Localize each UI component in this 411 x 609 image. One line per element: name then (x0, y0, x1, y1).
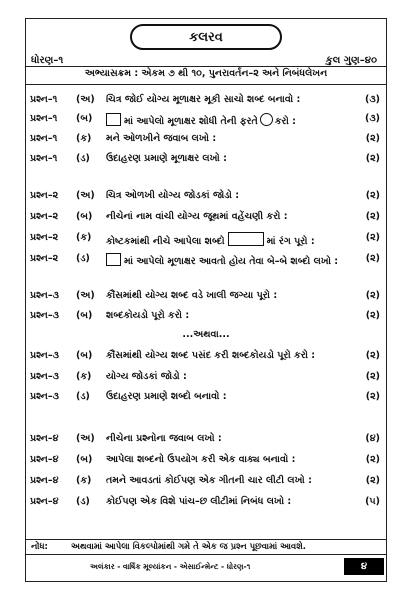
question-text: મને ઓળખીને જવાબ લખો : (106, 133, 217, 144)
question-text: નીચેના પ્રશ્નોના જવાબ લખો : (106, 433, 222, 444)
or-separator: ...અથવા... (182, 329, 230, 340)
question-text-part: માં આપેલો મૂળાક્ષર શોધી તેની ફરતે (124, 116, 258, 127)
question-row (30, 211, 380, 227)
question-text-part: માં આપેલો મૂળાક્ષર આવતો હોય તેવા બે–બે શબ્દો લખો : (124, 256, 339, 267)
question-sub: (ડ) (76, 496, 90, 507)
question-sub: (બ) (76, 350, 93, 361)
question-text: કોઈપણ એક વિશે પાંચ–છ લીટીમાં નિબંધ લખો : (106, 496, 292, 507)
question-sub: (બ) (76, 454, 93, 465)
question-text: ઉદાહરણ પ્રમાણે શબ્દો બનાવો : (106, 391, 227, 402)
question-number: પ્રશ્ન–૩ (30, 350, 59, 361)
total-marks: કુલ ગુણ–૪૦ (325, 55, 377, 66)
question-row (30, 253, 380, 269)
syllabus-divider (25, 84, 387, 85)
question-sub: (ક) (76, 232, 92, 243)
question-row (30, 190, 380, 206)
question-row (30, 153, 380, 169)
book-title: કલરવ (130, 24, 282, 50)
question-text: યોગ્ય જોડકાં જોડો : (106, 371, 187, 382)
question-text: કૌંસમાંથી યોગ્ય શબ્દ વડે ખાલી જગ્યા પૂરો : (106, 290, 278, 301)
question-sub: (ડ) (76, 253, 90, 264)
question-row (30, 371, 380, 387)
question-text-part: કોષ્ટકમાંથી નીચે આપેલા શબ્દો (106, 236, 225, 247)
question-marks: (૨) (365, 475, 380, 486)
question-text (106, 232, 315, 247)
question-sub: (બ) (76, 310, 93, 321)
question-row (30, 290, 380, 306)
question-number: પ્રશ્ન–૩ (30, 391, 59, 402)
question-text (106, 253, 338, 267)
question-row (30, 94, 380, 110)
question-marks: (૨) (365, 290, 380, 301)
question-sub: (અ) (76, 290, 95, 301)
question-sub: (ક) (76, 371, 92, 382)
question-sub: (અ) (76, 94, 95, 105)
page-number-badge: ૪ (344, 558, 384, 575)
question-marks: (૨) (365, 190, 380, 201)
question-marks: (૨) (365, 350, 380, 361)
question-text-part: માં રંગ પૂરો : (266, 236, 315, 247)
question-number: પ્રશ્ન–૪ (30, 496, 59, 507)
question-row (30, 496, 380, 512)
question-row (30, 113, 380, 129)
question-row (30, 310, 380, 326)
question-row (30, 433, 380, 449)
question-sub: (અ) (76, 433, 95, 444)
question-number: પ્રશ્ન–૨ (30, 253, 59, 264)
question-sub: (ડ) (76, 153, 90, 164)
question-marks: (૨) (365, 211, 380, 222)
question-marks: (૪) (365, 433, 380, 444)
question-number: પ્રશ્ન–૧ (30, 94, 58, 105)
question-marks: (૩) (364, 94, 380, 105)
question-sub: (અ) (76, 190, 95, 201)
question-text: આપેલા શબ્દનો ઉપયોગ કરી એક વાક્ય બનાવો : (106, 454, 296, 465)
question-text: નીચેનાં નામ વાંચી યોગ્ય જૂથમાં વહેંચણી કરો : (106, 211, 288, 222)
question-number: પ્રશ્ન–૪ (30, 433, 59, 444)
question-marks: (૨) (365, 454, 380, 465)
question-number: પ્રશ્ન–૩ (30, 310, 59, 321)
note-label: નોંધ: (31, 542, 48, 552)
question-marks: (૨) (365, 391, 380, 402)
question-row (30, 350, 380, 366)
question-marks: (૩) (364, 113, 380, 124)
wide-box-icon (228, 232, 264, 246)
question-number: પ્રશ્ન–૪ (30, 475, 59, 486)
question-number: પ્રશ્ન–૩ (30, 290, 59, 301)
question-row (30, 232, 380, 248)
question-row (30, 133, 380, 149)
question-number: પ્રશ્ન–૨ (30, 232, 59, 243)
question-sub: (ક) (76, 133, 92, 144)
square-box-icon (106, 253, 121, 266)
question-row (30, 475, 380, 491)
question-text: ચિત્ર જોઈ યોગ્ય મૂળાક્ષર મૂકી સાચો શબ્દ બનાવો : (106, 94, 301, 105)
question-marks: (૫) (365, 496, 380, 507)
question-text: શબ્દકોયડો પૂરો કરો : (106, 310, 190, 321)
question-number: પ્રશ્ન–૩ (30, 371, 59, 382)
question-number: પ્રશ્ન–૧ (30, 133, 58, 144)
question-marks: (૨) (365, 371, 380, 382)
syllabus-line: અભ્યાસક્રમ : એકમ ૭ થી ૧૦, પુનરાવર્તન–૨ અને નિબંધલેખન (84, 68, 328, 79)
footer-text: અલંકાર - વાર્ષિક મૂલ્યાંકન - એસાઈન્મેન્ટ - ધોરણ-૧ (90, 562, 251, 571)
question-text: કૌંસમાંથી યોગ્ય શબ્દ પસંદ કરી શબ્દકોયડો પૂરો કરો : (106, 350, 316, 361)
question-row (30, 391, 380, 407)
question-number: પ્રશ્ન–૨ (30, 211, 59, 222)
header-divider (25, 66, 387, 67)
question-number: પ્રશ્ન–૧ (30, 153, 58, 164)
question-sub: (બ) (76, 113, 93, 124)
question-row (30, 454, 380, 470)
question-text-part: કરો : (274, 116, 296, 127)
question-sub: (બ) (76, 211, 93, 222)
question-sub: (ક) (76, 475, 92, 486)
square-box-icon (106, 113, 121, 126)
circle-icon (260, 113, 273, 126)
question-number: પ્રશ્ન–૨ (30, 190, 59, 201)
question-text: ઉદાહરણ પ્રમાણે મૂળાક્ષર લખો : (106, 153, 227, 164)
note-text: અથવામાં આપેલા વિકલ્પોમાંથી ગમે તે એક જ પ્રશ્ન પૂછવામાં આવશે. (71, 542, 307, 552)
question-number: પ્રશ્ન–૪ (30, 454, 59, 465)
question-sub: (ડ) (76, 391, 90, 402)
question-marks: (૨) (365, 310, 380, 321)
question-marks: (૨) (365, 253, 380, 264)
note-box (25, 539, 387, 555)
question-number: પ્રશ્ન–૧ (30, 113, 58, 124)
question-text: ચિત્ર ઓળખી યોગ્ય જોડકાં જોડો : (106, 190, 239, 201)
question-text: તમને આવડતાં કોઈપણ એક ગીતની ચાર લીટી લખો : (106, 475, 312, 486)
question-text (106, 113, 296, 127)
question-marks: (૨) (365, 133, 380, 144)
question-marks: (૨) (365, 153, 380, 164)
std-label: ધોરણ–૧ (31, 55, 64, 66)
question-marks: (૨) (365, 232, 380, 243)
